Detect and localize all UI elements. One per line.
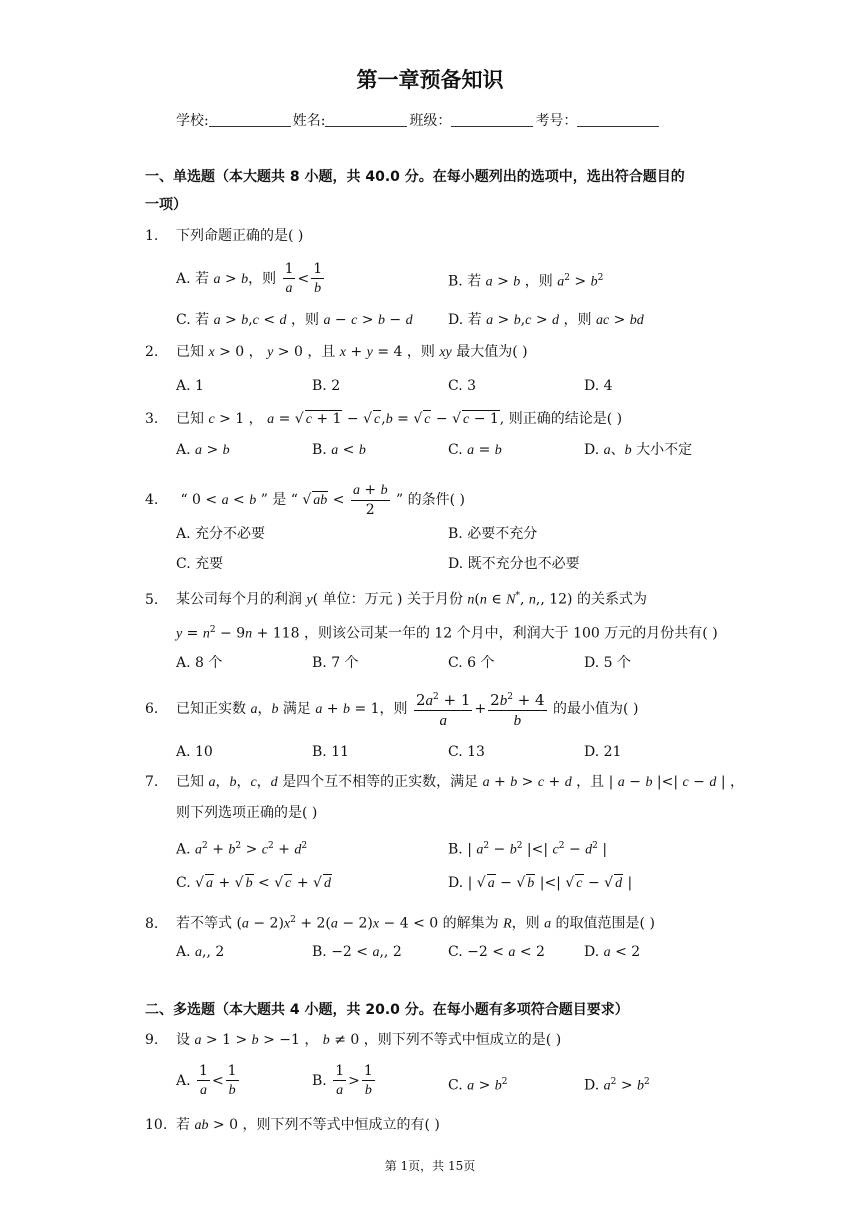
question-6: 6. 已知正实数 a，b 满足 a + b = 1，则 $\frac{2a^2 + 1}{a}$ + $\frac{2b^2 + 4}{b}$ 的最小值为( ) [145, 688, 638, 730]
q3-option-d: D. a、b 大小不定 [584, 442, 693, 458]
question-7-line-2: 则下列选项正确的是( ) [176, 805, 318, 821]
question-number: 2. [145, 344, 159, 360]
q1-option-b: B. 若 a > b ，则 $a^2 > b^2$ [448, 273, 604, 290]
exam-number-label: 考号： [535, 113, 578, 129]
question-8: 8. 若不等式 $(a - 2)x^2 + 2(a - 2)x - 4 < 0$ 的解集为 R，则 a 的取值范围是( ) [145, 915, 655, 932]
q4-option-c: C. 充要 [176, 556, 224, 572]
q3-option-a: A. a > b [176, 442, 230, 458]
page-title: 第一章预备知识 [356, 68, 504, 92]
q9-option-b: B. $\frac{1}{a}$ > $\frac{1}{b}$ [312, 1063, 373, 1098]
question-5: 5. 某公司每个月的利润 y( 单位：万元 ) 关于月份 n(n ∈ N*, n,, 12) 的关系式为 [145, 591, 647, 608]
q7-option-b: B. | $a^2 - b^2$ |<| $c^2 - d^2$ | [448, 841, 608, 858]
q6-option-d: D. 21 [584, 744, 622, 760]
q8-option-a: A. a,, 2 [176, 944, 225, 960]
question-number: 6. [145, 701, 159, 717]
question-3: 3. 已知 c > 1 ， a = √ c + 1 − √ c,b = √ c − √ c − 1, 则正确的结论是( ) [145, 411, 623, 427]
q5-option-c: C. 6 个 [448, 655, 495, 671]
name-blank [325, 113, 407, 127]
q7-option-d: D. | √ a − √ b |<| √ c − √ d | [448, 875, 633, 891]
q8-option-d: D. a < 2 [584, 944, 641, 960]
q5-option-a: A. 8 个 [176, 655, 223, 671]
question-4: 4. “ 0 < a < b ” 是 “ √ ab < $\frac{a + b}{2}$ ” 的条件( ) [145, 482, 466, 518]
name-label: 姓名: [292, 113, 326, 129]
section-heading-line: 一、单选题（本大题共 8 小题，共 40.0 分。在每小题列出的选项中，选出符合题目的 [145, 169, 685, 185]
q6-option-b: B. 11 [312, 744, 350, 760]
q4-option-d: D. 既不充分也不必要 [448, 556, 580, 572]
question-9: 9. 设 a > 1 > b > −1 ， b ≠ 0 ，则下列不等式中恒成立的是( ) [145, 1032, 562, 1048]
q7-option-a: A. $a^2 + b^2 > c^2 + d^2$ [176, 841, 308, 858]
q6-option-a: A. 10 [176, 744, 213, 760]
question-2: 2. 已知 x > 0 ， y > 0 ，且 x + y = 4 ，则 xy 最大值为( ) [145, 344, 528, 360]
q2-option-c: C. 3 [448, 378, 477, 394]
q2-option-d: D. 4 [584, 378, 613, 394]
q4-option-a: A. 充分不必要 [176, 526, 266, 542]
q1-option-d: D. 若 a > b,c > d ，则 ac > bd [448, 312, 644, 328]
question-1 [145, 226, 303, 246]
question-10: 10. 若 ab > 0 ，则下列不等式中恒成立的有( ) [145, 1117, 440, 1133]
question-stem: 下列命题正确的是( ) [176, 228, 304, 244]
q9-option-a: A. $\frac{1}{a}$ < $\frac{1}{b}$ [176, 1063, 237, 1098]
question-number: 4. [145, 492, 159, 508]
question-number: 5. [145, 591, 159, 608]
q1-option-a: A. 若 a > b，则 $\frac{1}{a}$ < $\frac{1}{b}$ [176, 261, 323, 296]
question-number: 3. [145, 411, 159, 427]
q3-option-c: C. a = b [448, 442, 502, 458]
class-label: 班级： [409, 113, 452, 129]
q7-option-c: C. √ a + √ b < √ c + √ d [176, 875, 331, 891]
class-blank [451, 113, 533, 127]
school-blank [209, 113, 291, 127]
question-5-line-2: $y = n^2 - 9n + 118$ ，则该公司某一年的 12 个月中，利润大于 100 万元的月份共有( ) [176, 625, 718, 642]
student-info-line [176, 110, 661, 130]
school-label: 学校: [176, 113, 209, 129]
exam-number-blank [577, 113, 659, 127]
question-number: 10. [145, 1117, 168, 1133]
page-footer: 第 1页，共 15页 [384, 1159, 476, 1173]
question-number: 1. [145, 228, 159, 244]
q8-option-b: B. −2 < a,, 2 [312, 944, 402, 960]
q5-option-d: D. 5 个 [584, 655, 631, 671]
q5-option-b: B. 7 个 [312, 655, 359, 671]
q4-option-b: B. 必要不充分 [448, 526, 538, 542]
q9-option-c: C. $a > b^2$ [448, 1077, 508, 1094]
q2-option-b: B. 2 [312, 378, 341, 394]
question-number: 8. [145, 915, 159, 932]
q2-option-a: A. 1 [176, 378, 204, 394]
section-heading-line: 一项） [145, 197, 187, 213]
question-7: 7. 已知 a，b，c，d 是四个互不相等的正实数，满足 a + b > c + d ，且 | a − b |<| c − d | ， [145, 774, 744, 790]
q9-option-d: D. $a^2 > b^2$ [584, 1077, 650, 1094]
question-number: 7. [145, 774, 159, 790]
section-multiple-choice-heading: 二、多选题（本大题共 4 小题，共 20.0 分。在每小题有多项符合题目要求） [145, 1002, 629, 1018]
q3-option-b: B. a < b [312, 442, 366, 458]
q1-option-c: C. 若 a > b,c < d ，则 a − c > b − d [176, 312, 413, 328]
section-single-choice-heading [145, 163, 715, 219]
question-number: 9. [145, 1032, 159, 1048]
q8-option-c: C. −2 < a < 2 [448, 944, 545, 960]
q6-option-c: C. 13 [448, 744, 485, 760]
